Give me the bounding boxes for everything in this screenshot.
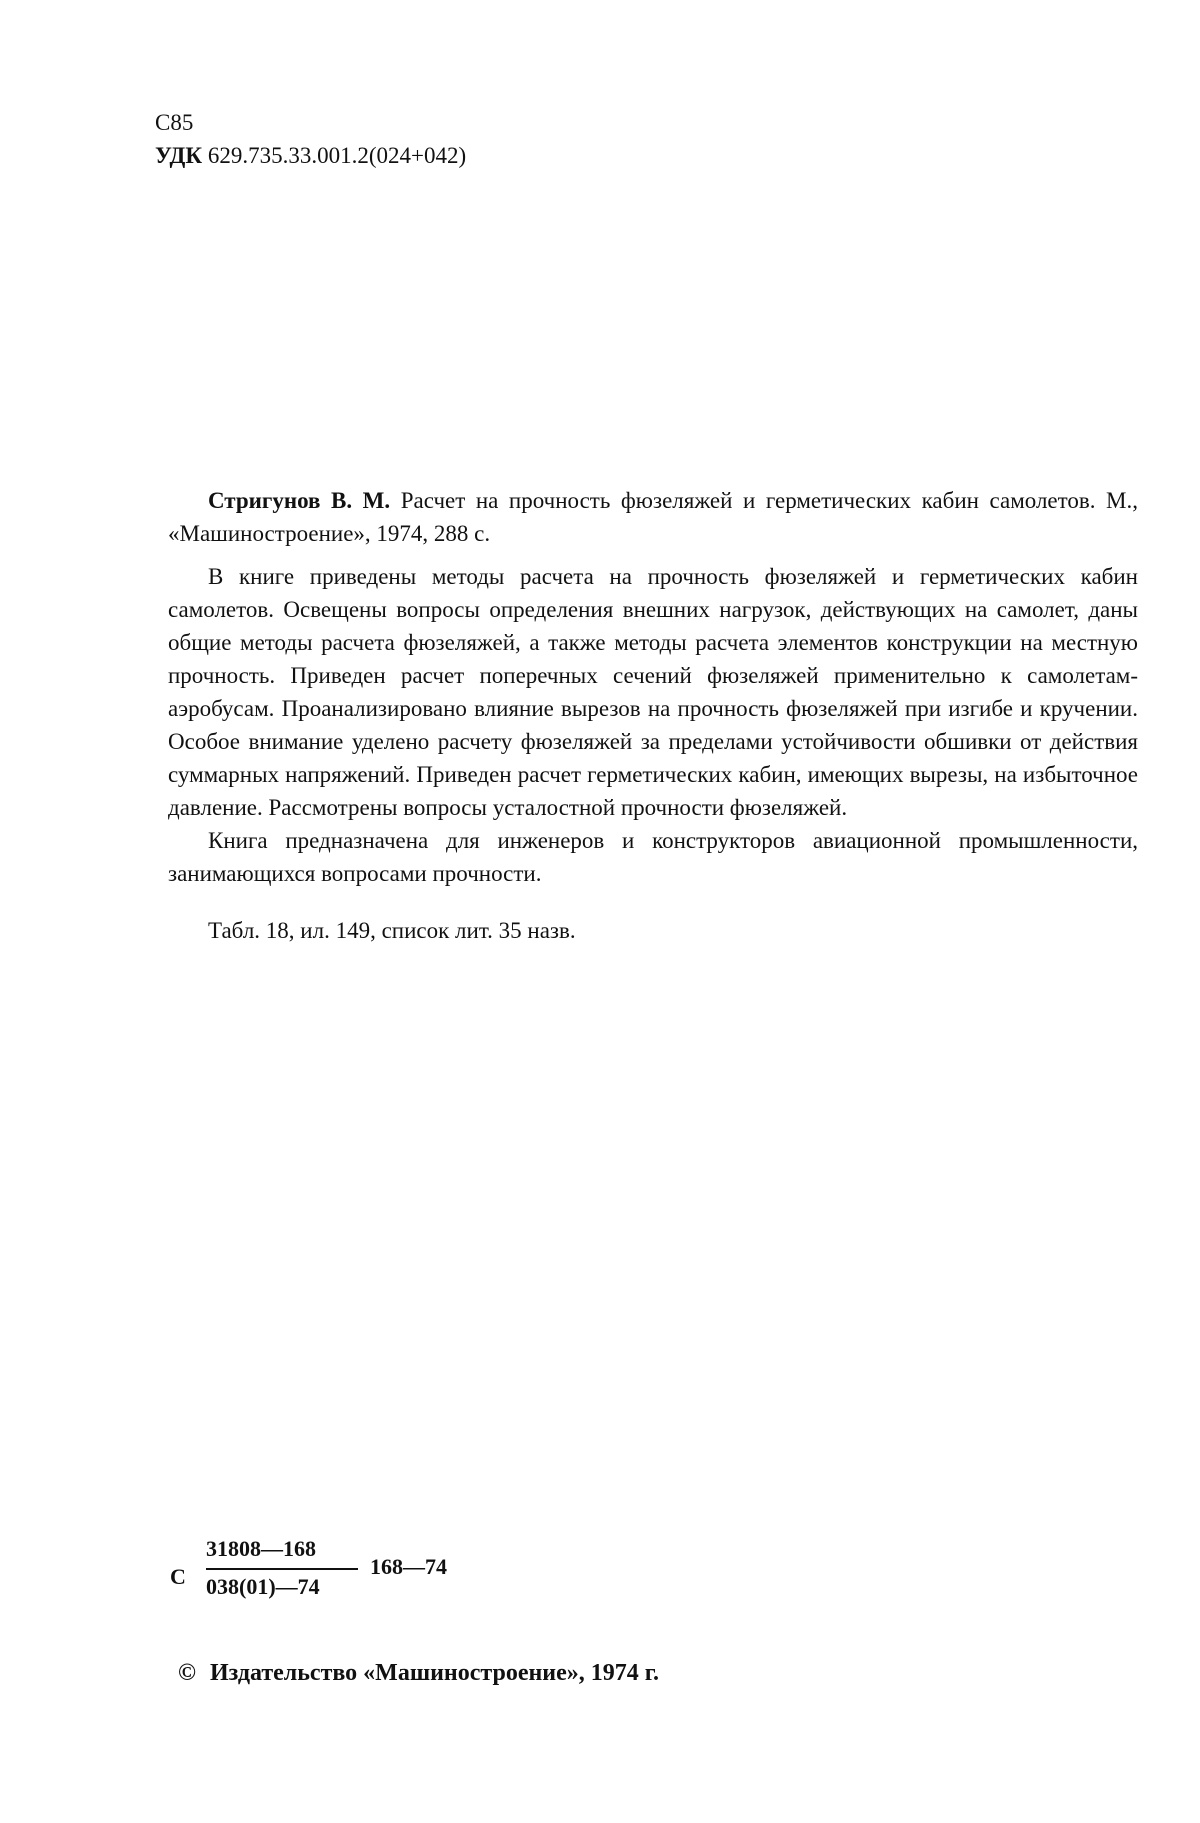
copyright-notice [178,1660,659,1687]
index-suffix: 168—74 [370,1554,447,1579]
index-numerator: 31808—168 [206,1536,316,1561]
author-name: Стригунов В. М. [208,488,391,513]
abstract-paragraph-1: В книге приведены методы расчета на прочность фюзеляжей и герметических кабин самолетов. Освещены вопросы определения внешних нагрузок, действующих на самолет, даны общие методы расчета фюзеляжей, а также методы расчета элементов конструкции на местную прочность. Приведен расчет поперечных сечений фюзеляжей применительно к самолетам-аэробусам. Проанализировано влияние вырезов на прочность фюзеляжей при изгибе и кручении. Особое внимание уделено расчету фюзеляжей за пределами устойчивости обшивки от действия суммарных напряжений. Приведен расчет герметических кабин, имеющих вырезы, на избыточное давление. Рассмотрены вопросы усталостной прочности фюзеляжей. [168,564,1138,820]
udk-label: УДК [155,143,203,168]
catalog-codes [155,106,466,172]
udk-code [155,139,466,172]
udk-value: 629.735.33.001.2(024+042) [207,143,467,168]
publication-index [170,1532,490,1622]
annotation-block [168,484,1138,947]
publication-stats: Табл. 18, ил. 149, список лит. 35 назв. [208,918,576,943]
index-letter: С [170,1564,186,1589]
copyright-text: Издательство «Машиностроение», 1974 г. [209,1660,659,1686]
bibliographic-description: Расчет на прочность фюзеляжей и герметических кабин самолетов. М., «Машиностроение», 1974, 288 с. [168,488,1139,546]
index-denominator: 038(01)—74 [206,1574,320,1599]
abstract-paragraph-2: Книга предназначена для инженеров и конструкторов авиационной промышленности, занимающихся вопросами прочности. [168,828,1138,886]
fraction-line [206,1568,358,1570]
copyright-icon: © [178,1660,196,1686]
bbk-code: С85 [155,110,194,135]
bibliographic-entry [168,484,1138,550]
